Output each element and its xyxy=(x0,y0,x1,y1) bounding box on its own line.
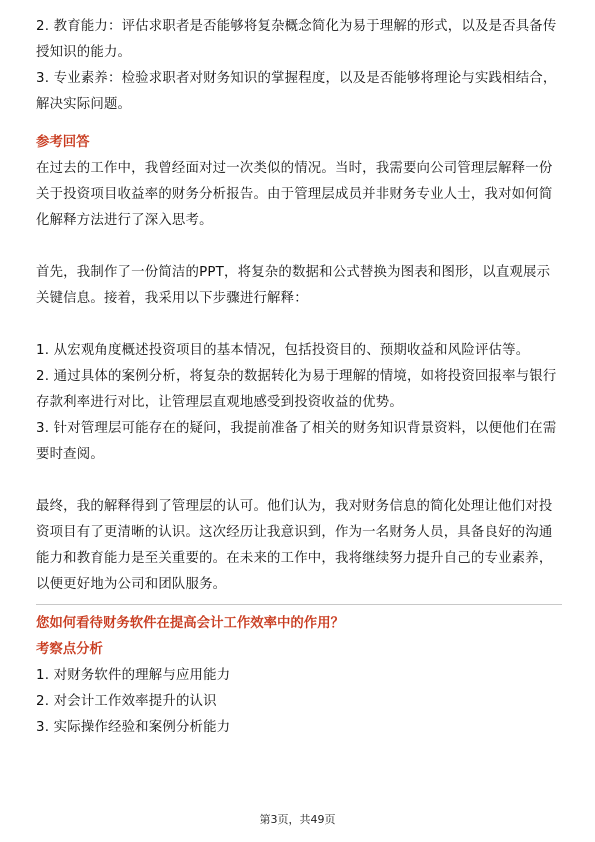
answer-step-1: 1. 从宏观角度概述投资项目的基本情况，包括投资目的、预期收益和风险评估等。 xyxy=(36,343,530,358)
question-title: 您如何看待财务软件在提高会计工作效率中的作用？ xyxy=(36,616,344,631)
document-page xyxy=(36,14,562,741)
analysis-item-1: 1. 对财务软件的理解与应用能力 xyxy=(36,668,231,683)
reference-answer-heading: 参考回答 xyxy=(36,135,90,150)
analysis-heading: 考察点分析 xyxy=(36,642,103,657)
answer-step-3: 3. 针对管理层可能存在的疑问，我提前准备了相关的财务知识背景资料，以便他们在需要时查阅。 xyxy=(36,421,557,462)
criteria-item-education: 2. 教育能力：评估求职者是否能够将复杂概念简化为易于理解的形式，以及是否具备传授知识的能力。 xyxy=(36,19,557,60)
analysis-item-3: 3. 实际操作经验和案例分析能力 xyxy=(36,720,231,735)
analysis-item-2: 2. 对会计工作效率提升的认识 xyxy=(36,694,217,709)
section-divider xyxy=(36,604,562,605)
criteria-item-professionalism: 3. 专业素养：检验求职者对财务知识的掌握程度，以及是否能够将理论与实践相结合，解决实际问题。 xyxy=(36,71,557,112)
answer-paragraph-3: 最终，我的解释得到了管理层的认可。他们认为，我对财务信息的简化处理让他们对投资项目有了更清晰的认识。这次经历让我意识到，作为一名财务人员，具备良好的沟通能力和教育能力是至关重要的。在未来的工作中，我将继续努力提升自己的专业素养，以便更好地为公司和团队服务。 xyxy=(36,499,553,592)
answer-step-2: 2. 通过具体的案例分析，将复杂的数据转化为易于理解的情境，如将投资回报率与银行存款利率进行对比，让管理层直观地感受到投资收益的优势。 xyxy=(36,369,557,410)
answer-paragraph-1: 在过去的工作中，我曾经面对过一次类似的情况。当时，我需要向公司管理层解释一份关于投资项目收益率的财务分析报告。由于管理层成员并非财务专业人士，我对如何简化解释方法进行了深入思考。 xyxy=(36,161,553,228)
page-number: 第3页，共49页 xyxy=(259,813,336,826)
answer-paragraph-2: 首先，我制作了一份简洁的PPT，将复杂的数据和公式替换为图表和图形，以直观展示关键信息。接着，我采用以下步骤进行解释： xyxy=(36,265,551,306)
